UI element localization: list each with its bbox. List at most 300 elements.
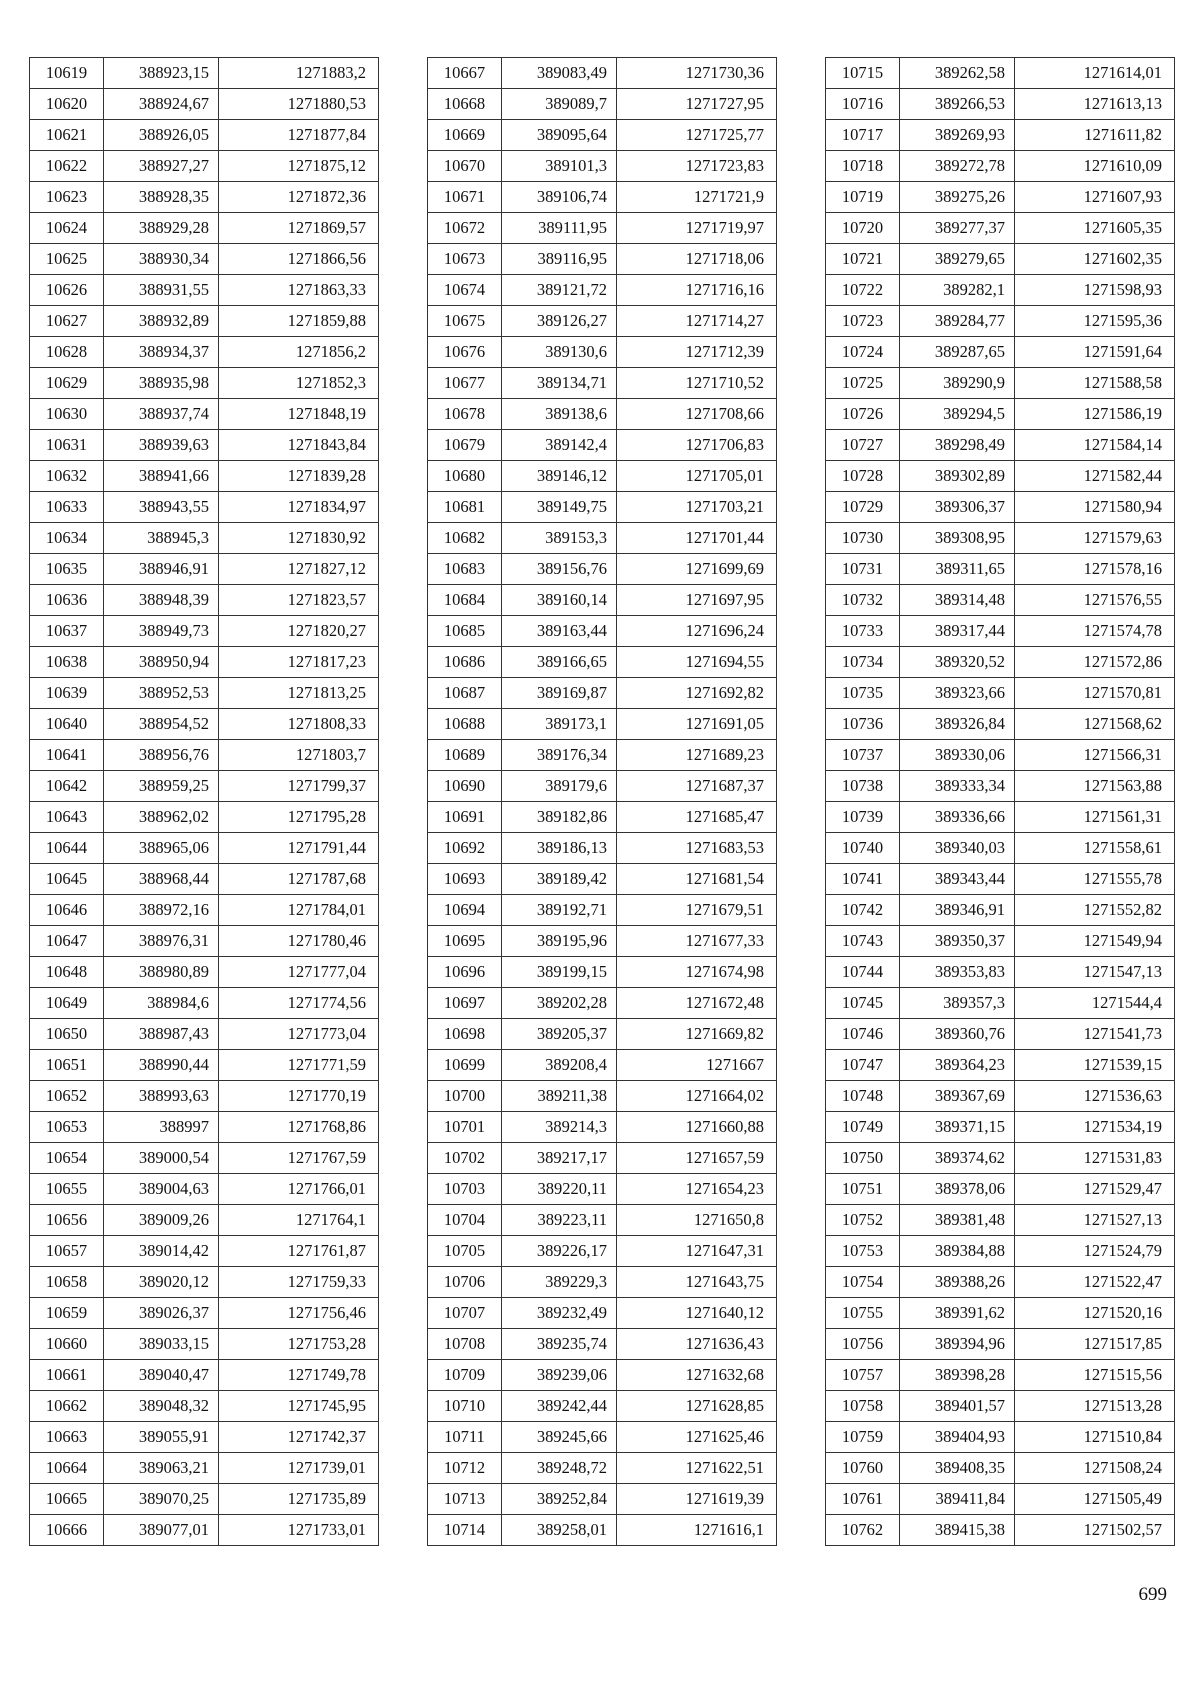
y-coordinate-cell: 1271534,19 bbox=[1015, 1112, 1175, 1143]
point-number-cell: 10683 bbox=[428, 554, 502, 585]
table-row bbox=[428, 1422, 777, 1453]
y-coordinate-cell: 1271674,98 bbox=[617, 957, 777, 988]
table-row bbox=[428, 926, 777, 957]
y-coordinate-cell: 1271771,59 bbox=[219, 1050, 379, 1081]
point-number-cell: 10703 bbox=[428, 1174, 502, 1205]
table-row bbox=[30, 1174, 379, 1205]
table-row bbox=[826, 1422, 1175, 1453]
table-row bbox=[30, 492, 379, 523]
x-coordinate-cell: 389040,47 bbox=[104, 1360, 219, 1391]
table-row bbox=[30, 678, 379, 709]
table-row bbox=[826, 1174, 1175, 1205]
table-row bbox=[30, 1360, 379, 1391]
y-coordinate-cell: 1271791,44 bbox=[219, 833, 379, 864]
y-coordinate-cell: 1271696,24 bbox=[617, 616, 777, 647]
table-row bbox=[30, 461, 379, 492]
x-coordinate-cell: 389367,69 bbox=[900, 1081, 1015, 1112]
table-row bbox=[826, 58, 1175, 89]
point-number-cell: 10711 bbox=[428, 1422, 502, 1453]
table-row bbox=[30, 771, 379, 802]
y-coordinate-cell: 1271510,84 bbox=[1015, 1422, 1175, 1453]
x-coordinate-cell: 389048,32 bbox=[104, 1391, 219, 1422]
point-number-cell: 10669 bbox=[428, 120, 502, 151]
y-coordinate-cell: 1271852,3 bbox=[219, 368, 379, 399]
table-row bbox=[30, 926, 379, 957]
table-row bbox=[428, 1236, 777, 1267]
table-row bbox=[826, 1484, 1175, 1515]
point-number-cell: 10687 bbox=[428, 678, 502, 709]
x-coordinate-cell: 389232,49 bbox=[502, 1298, 617, 1329]
x-coordinate-cell: 389149,75 bbox=[502, 492, 617, 523]
point-number-cell: 10661 bbox=[30, 1360, 104, 1391]
table-row bbox=[428, 740, 777, 771]
y-coordinate-cell: 1271795,28 bbox=[219, 802, 379, 833]
table-row bbox=[428, 151, 777, 182]
point-number-cell: 10619 bbox=[30, 58, 104, 89]
y-coordinate-cell: 1271660,88 bbox=[617, 1112, 777, 1143]
table-row bbox=[826, 120, 1175, 151]
table-row bbox=[428, 89, 777, 120]
x-coordinate-cell: 388924,67 bbox=[104, 89, 219, 120]
y-coordinate-cell: 1271735,89 bbox=[219, 1484, 379, 1515]
y-coordinate-cell: 1271524,79 bbox=[1015, 1236, 1175, 1267]
point-number-cell: 10632 bbox=[30, 461, 104, 492]
table-row bbox=[428, 1453, 777, 1484]
y-coordinate-cell: 1271611,82 bbox=[1015, 120, 1175, 151]
y-coordinate-cell: 1271843,84 bbox=[219, 430, 379, 461]
point-number-cell: 10621 bbox=[30, 120, 104, 151]
point-number-cell: 10727 bbox=[826, 430, 900, 461]
table-row bbox=[30, 1112, 379, 1143]
point-number-cell: 10746 bbox=[826, 1019, 900, 1050]
y-coordinate-cell: 1271561,31 bbox=[1015, 802, 1175, 833]
x-coordinate-cell: 388968,44 bbox=[104, 864, 219, 895]
coordinates-table-2 bbox=[427, 57, 777, 1546]
y-coordinate-cell: 1271719,97 bbox=[617, 213, 777, 244]
point-number-cell: 10723 bbox=[826, 306, 900, 337]
x-coordinate-cell: 389106,74 bbox=[502, 182, 617, 213]
y-coordinate-cell: 1271647,31 bbox=[617, 1236, 777, 1267]
table-row bbox=[30, 523, 379, 554]
x-coordinate-cell: 389294,5 bbox=[900, 399, 1015, 430]
x-coordinate-cell: 389186,13 bbox=[502, 833, 617, 864]
x-coordinate-cell: 389360,76 bbox=[900, 1019, 1015, 1050]
y-coordinate-cell: 1271761,87 bbox=[219, 1236, 379, 1267]
x-coordinate-cell: 389262,58 bbox=[900, 58, 1015, 89]
table-row bbox=[30, 120, 379, 151]
point-number-cell: 10639 bbox=[30, 678, 104, 709]
table-row bbox=[30, 957, 379, 988]
table-row bbox=[428, 554, 777, 585]
y-coordinate-cell: 1271694,55 bbox=[617, 647, 777, 678]
x-coordinate-cell: 388946,91 bbox=[104, 554, 219, 585]
table-row bbox=[428, 244, 777, 275]
y-coordinate-cell: 1271563,88 bbox=[1015, 771, 1175, 802]
point-number-cell: 10749 bbox=[826, 1112, 900, 1143]
table-row bbox=[30, 864, 379, 895]
table-row bbox=[826, 988, 1175, 1019]
x-coordinate-cell: 389277,37 bbox=[900, 213, 1015, 244]
table-row bbox=[30, 1329, 379, 1360]
point-number-cell: 10753 bbox=[826, 1236, 900, 1267]
point-number-cell: 10667 bbox=[428, 58, 502, 89]
y-coordinate-cell: 1271636,43 bbox=[617, 1329, 777, 1360]
x-coordinate-cell: 389163,44 bbox=[502, 616, 617, 647]
x-coordinate-cell: 389287,65 bbox=[900, 337, 1015, 368]
point-number-cell: 10731 bbox=[826, 554, 900, 585]
table-row bbox=[30, 1422, 379, 1453]
point-number-cell: 10695 bbox=[428, 926, 502, 957]
y-coordinate-cell: 1271513,28 bbox=[1015, 1391, 1175, 1422]
point-number-cell: 10653 bbox=[30, 1112, 104, 1143]
table-row bbox=[30, 740, 379, 771]
point-number-cell: 10696 bbox=[428, 957, 502, 988]
x-coordinate-cell: 389121,72 bbox=[502, 275, 617, 306]
table-row bbox=[428, 1174, 777, 1205]
point-number-cell: 10686 bbox=[428, 647, 502, 678]
x-coordinate-cell: 389083,49 bbox=[502, 58, 617, 89]
y-coordinate-cell: 1271605,35 bbox=[1015, 213, 1175, 244]
point-number-cell: 10671 bbox=[428, 182, 502, 213]
point-number-cell: 10624 bbox=[30, 213, 104, 244]
point-number-cell: 10741 bbox=[826, 864, 900, 895]
y-coordinate-cell: 1271669,82 bbox=[617, 1019, 777, 1050]
y-coordinate-cell: 1271745,95 bbox=[219, 1391, 379, 1422]
point-number-cell: 10681 bbox=[428, 492, 502, 523]
table-row bbox=[428, 523, 777, 554]
x-coordinate-cell: 389290,9 bbox=[900, 368, 1015, 399]
point-number-cell: 10760 bbox=[826, 1453, 900, 1484]
table-row bbox=[428, 647, 777, 678]
point-number-cell: 10691 bbox=[428, 802, 502, 833]
x-coordinate-cell: 389374,62 bbox=[900, 1143, 1015, 1174]
x-coordinate-cell: 388956,76 bbox=[104, 740, 219, 771]
table-row bbox=[826, 151, 1175, 182]
point-number-cell: 10716 bbox=[826, 89, 900, 120]
x-coordinate-cell: 389111,95 bbox=[502, 213, 617, 244]
table-row bbox=[428, 1484, 777, 1515]
table-row bbox=[826, 461, 1175, 492]
y-coordinate-cell: 1271517,85 bbox=[1015, 1329, 1175, 1360]
x-coordinate-cell: 389063,21 bbox=[104, 1453, 219, 1484]
x-coordinate-cell: 389302,89 bbox=[900, 461, 1015, 492]
y-coordinate-cell: 1271574,78 bbox=[1015, 616, 1175, 647]
y-coordinate-cell: 1271877,84 bbox=[219, 120, 379, 151]
table-row bbox=[30, 802, 379, 833]
point-number-cell: 10679 bbox=[428, 430, 502, 461]
x-coordinate-cell: 389055,91 bbox=[104, 1422, 219, 1453]
point-number-cell: 10668 bbox=[428, 89, 502, 120]
y-coordinate-cell: 1271820,27 bbox=[219, 616, 379, 647]
point-number-cell: 10654 bbox=[30, 1143, 104, 1174]
point-number-cell: 10642 bbox=[30, 771, 104, 802]
y-coordinate-cell: 1271766,01 bbox=[219, 1174, 379, 1205]
x-coordinate-cell: 388928,35 bbox=[104, 182, 219, 213]
y-coordinate-cell: 1271547,13 bbox=[1015, 957, 1175, 988]
point-number-cell: 10688 bbox=[428, 709, 502, 740]
point-number-cell: 10699 bbox=[428, 1050, 502, 1081]
table-row bbox=[826, 337, 1175, 368]
y-coordinate-cell: 1271602,35 bbox=[1015, 244, 1175, 275]
table-row bbox=[428, 430, 777, 461]
table-row bbox=[30, 275, 379, 306]
x-coordinate-cell: 389311,65 bbox=[900, 554, 1015, 585]
x-coordinate-cell: 388937,74 bbox=[104, 399, 219, 430]
y-coordinate-cell: 1271541,73 bbox=[1015, 1019, 1175, 1050]
x-coordinate-cell: 389284,77 bbox=[900, 306, 1015, 337]
x-coordinate-cell: 389242,44 bbox=[502, 1391, 617, 1422]
x-coordinate-cell: 389070,25 bbox=[104, 1484, 219, 1515]
x-coordinate-cell: 389176,34 bbox=[502, 740, 617, 771]
point-number-cell: 10733 bbox=[826, 616, 900, 647]
table-row bbox=[826, 585, 1175, 616]
point-number-cell: 10655 bbox=[30, 1174, 104, 1205]
x-coordinate-cell: 389282,1 bbox=[900, 275, 1015, 306]
y-coordinate-cell: 1271568,62 bbox=[1015, 709, 1175, 740]
point-number-cell: 10647 bbox=[30, 926, 104, 957]
y-coordinate-cell: 1271767,59 bbox=[219, 1143, 379, 1174]
x-coordinate-cell: 388943,55 bbox=[104, 492, 219, 523]
y-coordinate-cell: 1271595,36 bbox=[1015, 306, 1175, 337]
point-number-cell: 10732 bbox=[826, 585, 900, 616]
point-number-cell: 10721 bbox=[826, 244, 900, 275]
x-coordinate-cell: 389279,65 bbox=[900, 244, 1015, 275]
table-row bbox=[30, 368, 379, 399]
point-number-cell: 10641 bbox=[30, 740, 104, 771]
table-row bbox=[826, 523, 1175, 554]
table-row bbox=[826, 1143, 1175, 1174]
point-number-cell: 10638 bbox=[30, 647, 104, 678]
table-row bbox=[30, 1205, 379, 1236]
y-coordinate-cell: 1271817,23 bbox=[219, 647, 379, 678]
table-row bbox=[826, 1112, 1175, 1143]
y-coordinate-cell: 1271613,13 bbox=[1015, 89, 1175, 120]
point-number-cell: 10748 bbox=[826, 1081, 900, 1112]
table-row bbox=[826, 957, 1175, 988]
table-row bbox=[428, 1019, 777, 1050]
table-row bbox=[826, 89, 1175, 120]
y-coordinate-cell: 1271667 bbox=[617, 1050, 777, 1081]
y-coordinate-cell: 1271515,56 bbox=[1015, 1360, 1175, 1391]
table-row bbox=[826, 1267, 1175, 1298]
table-row bbox=[428, 306, 777, 337]
y-coordinate-cell: 1271759,33 bbox=[219, 1267, 379, 1298]
x-coordinate-cell: 389336,66 bbox=[900, 802, 1015, 833]
table-row bbox=[826, 430, 1175, 461]
x-coordinate-cell: 388934,37 bbox=[104, 337, 219, 368]
x-coordinate-cell: 389223,11 bbox=[502, 1205, 617, 1236]
table-row bbox=[428, 1081, 777, 1112]
point-number-cell: 10743 bbox=[826, 926, 900, 957]
y-coordinate-cell: 1271531,83 bbox=[1015, 1143, 1175, 1174]
y-coordinate-cell: 1271706,83 bbox=[617, 430, 777, 461]
point-number-cell: 10626 bbox=[30, 275, 104, 306]
table-row bbox=[30, 554, 379, 585]
table-row bbox=[30, 585, 379, 616]
x-coordinate-cell: 389130,6 bbox=[502, 337, 617, 368]
table-row bbox=[30, 1453, 379, 1484]
table-row bbox=[826, 1360, 1175, 1391]
table-row bbox=[428, 771, 777, 802]
point-number-cell: 10720 bbox=[826, 213, 900, 244]
x-coordinate-cell: 388939,63 bbox=[104, 430, 219, 461]
x-coordinate-cell: 389192,71 bbox=[502, 895, 617, 926]
y-coordinate-cell: 1271883,2 bbox=[219, 58, 379, 89]
table-row bbox=[428, 802, 777, 833]
point-number-cell: 10706 bbox=[428, 1267, 502, 1298]
point-number-cell: 10640 bbox=[30, 709, 104, 740]
point-number-cell: 10709 bbox=[428, 1360, 502, 1391]
x-coordinate-cell: 389229,3 bbox=[502, 1267, 617, 1298]
x-coordinate-cell: 389252,84 bbox=[502, 1484, 617, 1515]
x-coordinate-cell: 389378,06 bbox=[900, 1174, 1015, 1205]
y-coordinate-cell: 1271555,78 bbox=[1015, 864, 1175, 895]
x-coordinate-cell: 389320,52 bbox=[900, 647, 1015, 678]
y-coordinate-cell: 1271714,27 bbox=[617, 306, 777, 337]
point-number-cell: 10701 bbox=[428, 1112, 502, 1143]
x-coordinate-cell: 389388,26 bbox=[900, 1267, 1015, 1298]
y-coordinate-cell: 1271869,57 bbox=[219, 213, 379, 244]
table-row bbox=[30, 213, 379, 244]
point-number-cell: 10761 bbox=[826, 1484, 900, 1515]
x-coordinate-cell: 388990,44 bbox=[104, 1050, 219, 1081]
x-coordinate-cell: 389326,84 bbox=[900, 709, 1015, 740]
table-row bbox=[826, 616, 1175, 647]
point-number-cell: 10649 bbox=[30, 988, 104, 1019]
x-coordinate-cell: 389226,17 bbox=[502, 1236, 617, 1267]
x-coordinate-cell: 389323,66 bbox=[900, 678, 1015, 709]
y-coordinate-cell: 1271699,69 bbox=[617, 554, 777, 585]
y-coordinate-cell: 1271579,63 bbox=[1015, 523, 1175, 554]
y-coordinate-cell: 1271679,51 bbox=[617, 895, 777, 926]
x-coordinate-cell: 389220,11 bbox=[502, 1174, 617, 1205]
y-coordinate-cell: 1271508,24 bbox=[1015, 1453, 1175, 1484]
x-coordinate-cell: 389089,7 bbox=[502, 89, 617, 120]
x-coordinate-cell: 388972,16 bbox=[104, 895, 219, 926]
x-coordinate-cell: 389239,06 bbox=[502, 1360, 617, 1391]
x-coordinate-cell: 389134,71 bbox=[502, 368, 617, 399]
x-coordinate-cell: 388949,73 bbox=[104, 616, 219, 647]
point-number-cell: 10622 bbox=[30, 151, 104, 182]
y-coordinate-cell: 1271640,12 bbox=[617, 1298, 777, 1329]
table-row bbox=[428, 678, 777, 709]
table-row bbox=[428, 399, 777, 430]
table-row bbox=[428, 585, 777, 616]
x-coordinate-cell: 389077,01 bbox=[104, 1515, 219, 1546]
table-row bbox=[826, 1515, 1175, 1546]
y-coordinate-cell: 1271813,25 bbox=[219, 678, 379, 709]
x-coordinate-cell: 388965,06 bbox=[104, 833, 219, 864]
x-coordinate-cell: 389160,14 bbox=[502, 585, 617, 616]
x-coordinate-cell: 389340,03 bbox=[900, 833, 1015, 864]
table-row bbox=[826, 1453, 1175, 1484]
y-coordinate-cell: 1271739,01 bbox=[219, 1453, 379, 1484]
point-number-cell: 10705 bbox=[428, 1236, 502, 1267]
y-coordinate-cell: 1271848,19 bbox=[219, 399, 379, 430]
point-number-cell: 10697 bbox=[428, 988, 502, 1019]
table-row bbox=[30, 337, 379, 368]
x-coordinate-cell: 389169,87 bbox=[502, 678, 617, 709]
table-row bbox=[428, 213, 777, 244]
y-coordinate-cell: 1271708,66 bbox=[617, 399, 777, 430]
table-row bbox=[428, 275, 777, 306]
x-coordinate-cell: 389266,53 bbox=[900, 89, 1015, 120]
x-coordinate-cell: 389156,76 bbox=[502, 554, 617, 585]
table-row bbox=[826, 926, 1175, 957]
x-coordinate-cell: 389138,6 bbox=[502, 399, 617, 430]
y-coordinate-cell: 1271536,63 bbox=[1015, 1081, 1175, 1112]
point-number-cell: 10714 bbox=[428, 1515, 502, 1546]
x-coordinate-cell: 388931,55 bbox=[104, 275, 219, 306]
x-coordinate-cell: 389404,93 bbox=[900, 1422, 1015, 1453]
point-number-cell: 10635 bbox=[30, 554, 104, 585]
x-coordinate-cell: 388993,63 bbox=[104, 1081, 219, 1112]
x-coordinate-cell: 388927,27 bbox=[104, 151, 219, 182]
point-number-cell: 10672 bbox=[428, 213, 502, 244]
point-number-cell: 10659 bbox=[30, 1298, 104, 1329]
point-number-cell: 10634 bbox=[30, 523, 104, 554]
point-number-cell: 10623 bbox=[30, 182, 104, 213]
y-coordinate-cell: 1271725,77 bbox=[617, 120, 777, 151]
y-coordinate-cell: 1271823,57 bbox=[219, 585, 379, 616]
y-coordinate-cell: 1271712,39 bbox=[617, 337, 777, 368]
table-row bbox=[30, 1081, 379, 1112]
table-row bbox=[30, 1391, 379, 1422]
x-coordinate-cell: 389353,83 bbox=[900, 957, 1015, 988]
x-coordinate-cell: 389381,48 bbox=[900, 1205, 1015, 1236]
point-number-cell: 10676 bbox=[428, 337, 502, 368]
x-coordinate-cell: 388984,6 bbox=[104, 988, 219, 1019]
point-number-cell: 10694 bbox=[428, 895, 502, 926]
y-coordinate-cell: 1271803,7 bbox=[219, 740, 379, 771]
x-coordinate-cell: 388952,53 bbox=[104, 678, 219, 709]
table-row bbox=[826, 1391, 1175, 1422]
x-coordinate-cell: 388950,94 bbox=[104, 647, 219, 678]
point-number-cell: 10751 bbox=[826, 1174, 900, 1205]
x-coordinate-cell: 389142,4 bbox=[502, 430, 617, 461]
y-coordinate-cell: 1271683,53 bbox=[617, 833, 777, 864]
point-number-cell: 10692 bbox=[428, 833, 502, 864]
x-coordinate-cell: 389314,48 bbox=[900, 585, 1015, 616]
x-coordinate-cell: 389101,3 bbox=[502, 151, 617, 182]
y-coordinate-cell: 1271614,01 bbox=[1015, 58, 1175, 89]
table-row bbox=[428, 864, 777, 895]
x-coordinate-cell: 388976,31 bbox=[104, 926, 219, 957]
table-row bbox=[428, 988, 777, 1019]
table-row bbox=[826, 244, 1175, 275]
y-coordinate-cell: 1271625,46 bbox=[617, 1422, 777, 1453]
x-coordinate-cell: 388926,05 bbox=[104, 120, 219, 151]
table-row bbox=[428, 833, 777, 864]
table-row bbox=[30, 1298, 379, 1329]
table-row bbox=[30, 1267, 379, 1298]
point-number-cell: 10702 bbox=[428, 1143, 502, 1174]
table-row bbox=[826, 306, 1175, 337]
point-number-cell: 10664 bbox=[30, 1453, 104, 1484]
point-number-cell: 10710 bbox=[428, 1391, 502, 1422]
table-row bbox=[428, 1050, 777, 1081]
point-number-cell: 10762 bbox=[826, 1515, 900, 1546]
table-row bbox=[30, 1484, 379, 1515]
x-coordinate-cell: 389199,15 bbox=[502, 957, 617, 988]
table-row bbox=[30, 895, 379, 926]
x-coordinate-cell: 388962,02 bbox=[104, 802, 219, 833]
y-coordinate-cell: 1271502,57 bbox=[1015, 1515, 1175, 1546]
y-coordinate-cell: 1271588,58 bbox=[1015, 368, 1175, 399]
y-coordinate-cell: 1271520,16 bbox=[1015, 1298, 1175, 1329]
x-coordinate-cell: 389371,15 bbox=[900, 1112, 1015, 1143]
table-row bbox=[30, 709, 379, 740]
